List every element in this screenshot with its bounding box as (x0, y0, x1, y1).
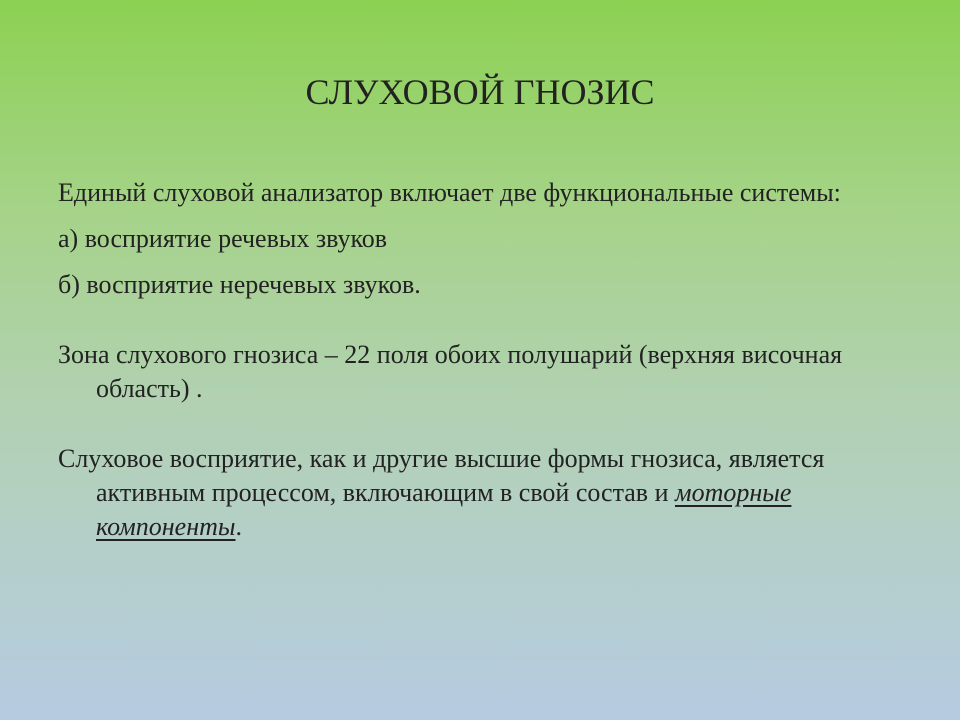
motor-components-link[interactable]: моторные компоненты (96, 478, 792, 541)
paragraph-gnosis-zone: Зона слухового гнозиса – 22 поля обоих полушарий (верхняя височная область) . (58, 340, 843, 403)
perception-end: . (235, 512, 242, 541)
slide-body (58, 176, 908, 544)
paragraph-auditory-perception (58, 442, 908, 544)
item-nonspeech-sounds: б) восприятие неречевых звуков. (58, 270, 421, 299)
paragraph-analyzer: Единый слуховой анализатор включает две функциональные системы: (58, 178, 841, 207)
perception-text: Слуховое восприятие, как и другие высшие формы гнозиса, является активным процессом, включающим в свой состав и (58, 444, 825, 507)
slide-title: СЛУХОВОЙ ГНОЗИС (305, 72, 655, 112)
item-speech-sounds: а) восприятие речевых звуков (58, 224, 388, 253)
